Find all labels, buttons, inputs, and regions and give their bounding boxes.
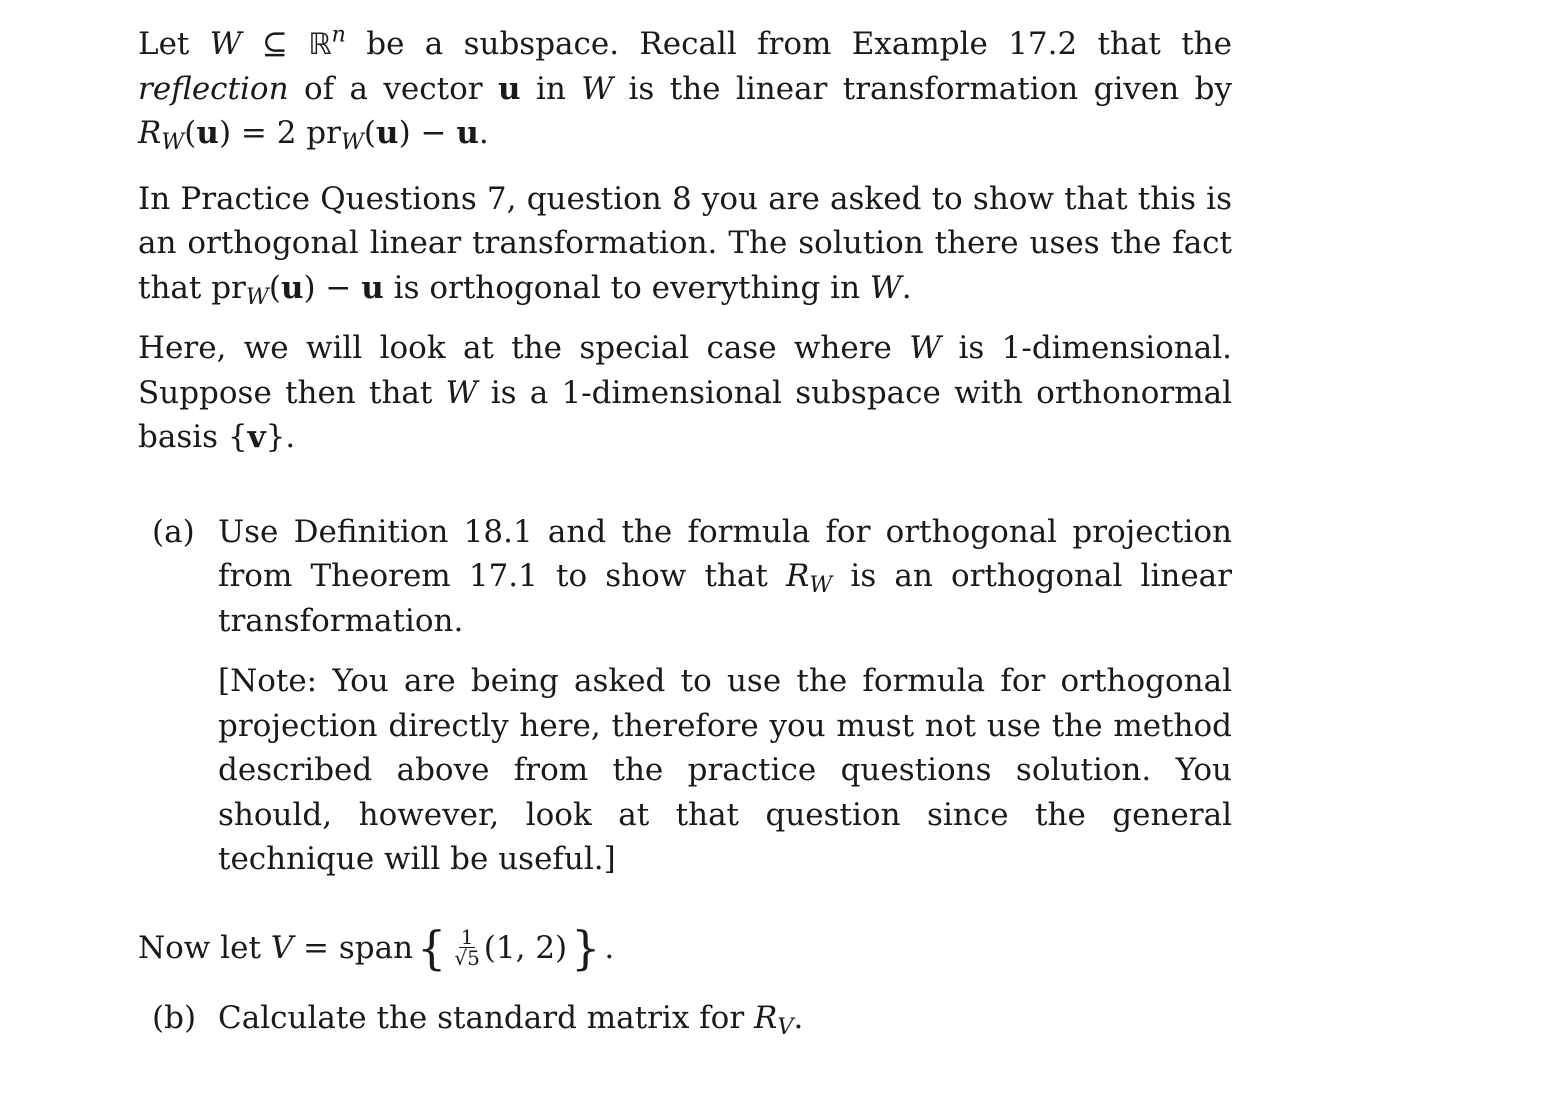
question-part-b	[138, 996, 1232, 1041]
term-reflection: reflection	[138, 70, 289, 107]
document-page	[138, 22, 1232, 1041]
question-a-note: [Note: You are being asked to use the formula for orthogonal projection directly here, therefore you must not use the method described above from the practice questions solution. You should, however, look at that question since the general technique will be useful.]	[218, 663, 1232, 877]
question-a-text: Use Definition 18.1 and the formula for orthogonal projection from Theorem 17.1 to show that $R_W$ is an orthogonal linear transformation.	[218, 513, 1232, 639]
question-part-a	[138, 510, 1232, 882]
brace-open: {	[417, 920, 447, 975]
vector-tuple: (1, 2)	[483, 929, 568, 966]
paragraph-special-case: Here, we will look at the special case where W is 1-dimensional. Suppose then that W is a 1-dimensional subspace with orthonormal basis {v}.	[138, 330, 1232, 455]
question-b-text: Calculate the standard matrix for $R_V$.	[218, 1000, 804, 1041]
fraction-one-over-root-five: $\frac{1}{√5}$	[454, 925, 480, 971]
now-let-v-line: Now let V = span { $\frac{1}{√5}$ (1, 2) } .	[138, 920, 615, 975]
question-label-b: (b)	[152, 1000, 197, 1036]
paragraph-intro: Let W ⊆ ℝ$^n$ be a subspace. Recall from Example 17.2 that the reflection of a vector u in W is the linear transformation given by $R_W(u) = 2$ $pr_W(u) - u$.	[138, 21, 1232, 156]
math-W: W	[209, 26, 242, 62]
math-R-blackboard: ℝ	[308, 27, 332, 61]
question-label-a: (a)	[152, 513, 195, 550]
brace-close: }	[571, 920, 601, 975]
paragraph-practice: In Practice Questions 7, question 8 you are asked to show that this is an orthogonal linear transformation. The solution there uses the fact that $pr_W(u) - u$ is orthogonal to everything in W.	[138, 180, 1232, 310]
